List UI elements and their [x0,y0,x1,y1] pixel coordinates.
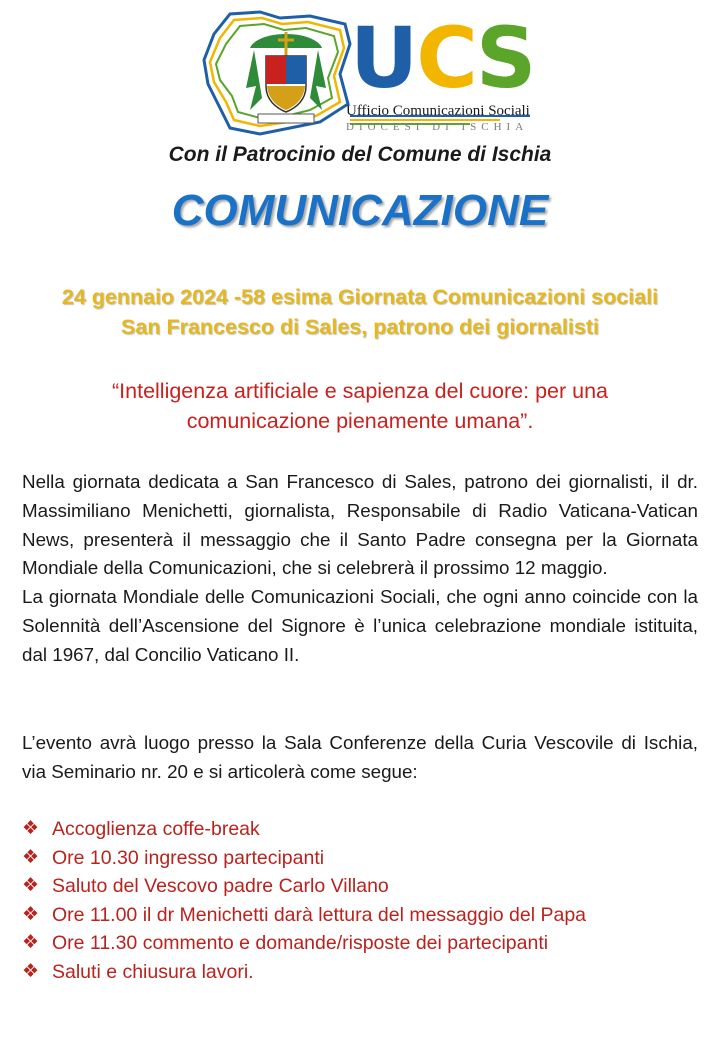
logo-subtitle: Ufficio Comunicazioni Sociali [346,103,530,119]
program-list [22,815,698,986]
coat-of-arms-icon [236,28,336,128]
theme-quote: “Intelligenza artificiale e sapienza del cuore: per una comunicazione pienamente umana”. [112,379,608,433]
diamond-bullet-icon: ❖ [22,932,40,953]
list-item [22,844,698,873]
logo-letter-u: U [350,9,417,107]
event-patron-line: San Francesco di Sales, patrono dei giornalisti [121,315,599,339]
diamond-bullet-icon: ❖ [22,846,40,868]
diamond-bullet-icon: ❖ [22,875,40,896]
logo-letter-s: S [475,9,535,107]
event-info [0,282,720,342]
paragraph-location: L’evento avrà luogo presso la Sala Conferenze della Curia Vescovile di Ischia, via Seminario nr. 20 e si articolerà come segue: [22,732,698,782]
description [22,468,698,670]
diamond-bullet-icon: ❖ [22,818,40,839]
list-item [22,901,698,930]
logo-diocese: DIOCESI DI ISCHIA [346,121,529,133]
program-item-text: Ore 11.00 il dr Menichetti darà lettura del messaggio del Papa [52,903,587,926]
program-item-text: Saluti e chiusura lavori. [52,960,254,983]
ucs-wordmark [350,9,535,107]
page-title: COMUNICAZIONE [171,186,549,235]
program-item-text: Accoglienza coffe-break [52,818,260,840]
program-item-text: Ore 11.30 commento e domande/risposte dei partecipanti [52,932,549,954]
ucs-logo [200,4,540,140]
list-item [22,958,698,987]
patronage-line: Con il Patrocinio del Comune di Ischia [168,143,552,166]
program-item-text: Saluto del Vescovo padre Carlo Villano [52,875,389,897]
diamond-bullet-icon: ❖ [22,960,40,982]
logo-letter-c: C [416,9,476,107]
program-item-text: Ore 10.30 ingresso partecipanti [52,846,325,869]
paragraph-intro: Nella giornata dedicata a San Francesco di Sales, patrono dei giornalisti, il dr. Massimiliano Menichetti, giornalista, Responsabile di Radio Vaticana-Vatican News, presenterà il messaggio che il Santo Padre consegna per la Giornata Mondiale della Comunicazioni, che si celebrerà il prossimo 12 maggio. [22,471,698,579]
list-item [22,929,698,958]
diamond-bullet-icon: ❖ [22,903,40,925]
list-item [22,815,698,844]
list-item [22,872,698,901]
paragraph-history: La giornata Mondiale delle Comunicazioni Sociali, che ogni anno coincide con la Solennità dell’Ascensione del Signore è l’unica celebrazione mondiale istituita, dal 1967, dal Concilio Vaticano II. [22,586,698,665]
event-date-line: 24 gennaio 2024 -58 esima Giornata Comunicazioni sociali [61,285,659,309]
